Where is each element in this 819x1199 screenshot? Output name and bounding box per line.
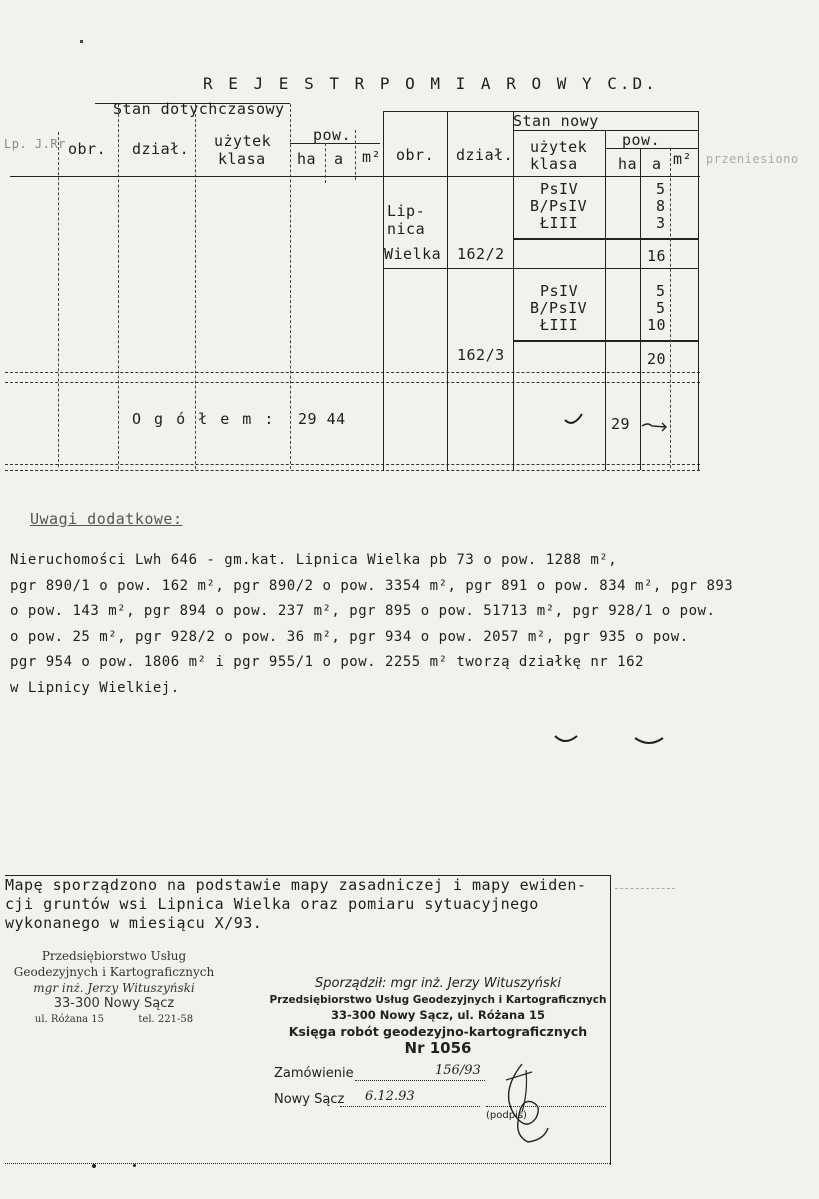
stamp-left <box>0 948 228 1028</box>
signature-scribble <box>492 1062 562 1144</box>
header-new-m2: m² <box>673 150 693 168</box>
stamp-left-line2: Geodezyjnych i Kartograficznych <box>13 965 215 979</box>
obreb-line1: Lip- <box>387 202 426 220</box>
footer-note <box>5 876 586 933</box>
notes-line-3: o pow. 143 m², pgr 894 o pow. 237 m², pgr 895 o pow. 51713 m², pgr 928/1 o pow. <box>10 603 716 619</box>
header-new-dzial: dział. <box>456 146 514 164</box>
header-old-dzial: dział. <box>132 140 190 158</box>
check-mark-icon <box>563 410 585 428</box>
parcel1-total: 16 <box>647 247 667 265</box>
parcel1-use-3: ŁIII <box>540 214 579 232</box>
parcel1-m2-2: 8 <box>656 197 666 215</box>
order-label: Zamówienie <box>274 1066 354 1081</box>
header-old-ha: ha <box>297 150 317 168</box>
date-value: 6.12.93 <box>365 1089 415 1104</box>
order-value: 156/93 <box>435 1063 481 1078</box>
ogolem-old-value: 29 44 <box>298 410 346 428</box>
parcel2-use-3: ŁIII <box>540 316 579 334</box>
page-title: R E J E S T R P O M I A R O W Y C.D. <box>203 74 658 93</box>
header-new-klasa: klasa <box>530 155 578 173</box>
header-lp: Lp. J.Rr <box>4 137 66 151</box>
header-old-uzytek: użytek <box>214 132 272 150</box>
parcel2-use-2: B/PsIV <box>530 299 588 317</box>
parcel1-m2-3: 3 <box>656 214 666 232</box>
header-old-m2: m² <box>362 148 382 166</box>
header-old-klasa: klasa <box>218 150 266 168</box>
header-new-state: Stan nowy <box>513 112 599 130</box>
notes-line-1: Nieruchomości Lwh 646 - gm.kat. Lipnica Wielka pb 73 o pow. 1288 m², <box>10 552 618 568</box>
parcel1-m2-1: 5 <box>656 180 666 198</box>
stamp-right-line1: Sporządził: mgr inż. Jerzy Wituszyński <box>315 976 561 991</box>
parcel2-use-1: PsIV <box>540 282 579 300</box>
stamp-right-line3: 33-300 Nowy Sącz, ul. Różana 15 <box>330 1008 546 1022</box>
parcel2-m2-1: 5 <box>656 282 666 300</box>
header-new-uzytek: użytek <box>530 138 588 156</box>
notes-line-2: pgr 890/1 o pow. 162 m², pgr 890/2 o pow. 3354 m², pgr 891 o pow. 834 m², pgr 893 <box>10 577 734 594</box>
handwritten-marks <box>553 732 673 748</box>
parcel-162-3: 162/3 <box>457 346 505 364</box>
stamp-right-number: Nr 1056 <box>404 1039 472 1057</box>
header-new-a: a <box>652 155 662 173</box>
obreb-line3: Wielka <box>384 245 442 263</box>
header-old-a: a <box>334 150 344 168</box>
header-old-obr: obr. <box>68 140 107 158</box>
ogolem-new-a: 29 <box>611 415 631 433</box>
footer-line-3: wykonanego w miesiącu X/93. <box>5 914 263 932</box>
notes-line-5: pgr 954 o pow. 1806 m² i pgr 955/1 o pow. 2255 m² tworzą działkę nr 162 <box>10 654 644 670</box>
stamp-right <box>268 976 608 1057</box>
notes-block <box>10 548 733 701</box>
parcel-162-2: 162/2 <box>457 245 505 263</box>
notes-heading: Uwagi dodatkowe: <box>30 510 183 528</box>
parcel1-use-1: PsIV <box>540 180 579 198</box>
stamp-right-line4: Księga robót geodezyjno-kartograficznych <box>288 1024 588 1039</box>
stamp-right-line2: Przedsiębiorstwo Usług Geodezyjnych i Kartograficznych <box>269 994 607 1006</box>
header-old-pow: pow. <box>313 126 352 144</box>
stamp-left-line1: Przedsiębiorstwo Usług <box>41 949 187 963</box>
parcel2-total: 20 <box>647 350 667 368</box>
dot-speck <box>133 1164 136 1167</box>
header-uwagi: przeniesiono <box>706 152 799 166</box>
signature-label: (podpis) <box>486 1110 527 1121</box>
header-new-pow: pow. <box>622 131 661 149</box>
parcel2-m2-2: 5 <box>656 299 666 317</box>
obreb-line2: nica <box>387 220 426 238</box>
stamp-left-line3: mgr inż. Jerzy Wituszyński <box>33 981 195 995</box>
footer-line-1: Mapę sporządzono na podstawie mapy zasadniczej i mapy ewiden- <box>5 876 587 894</box>
notes-line-6: w Lipnicy Wielkiej. <box>10 679 180 696</box>
header-old-state: Stan dotychczasowy <box>113 100 285 118</box>
stamp-left-phone: tel. 221-58 <box>138 1014 194 1025</box>
stamp-left-line4: 33-300 Nowy Sącz <box>53 996 175 1011</box>
ogolem-m2-handwritten <box>640 418 670 434</box>
header-new-ha: ha <box>618 155 638 173</box>
parcel2-m2-3: 10 <box>647 316 667 334</box>
footer-line-2: cji gruntów wsi Lipnica Wielka oraz pomiaru sytuacyjnego <box>5 895 539 913</box>
date-label: Nowy Sącz <box>274 1092 345 1107</box>
header-new-obr: obr. <box>396 146 435 164</box>
dot-speck <box>92 1164 96 1168</box>
ogolem-label: O g ó ł e m : <box>132 410 276 428</box>
dot-speck <box>80 40 83 43</box>
stamp-left-address: ul. Różana 15 <box>34 1014 105 1025</box>
notes-line-4: o pow. 25 m², pgr 928/2 o pow. 36 m², pgr 934 o pow. 2057 m², pgr 935 o pow. <box>10 628 689 645</box>
parcel1-use-2: B/PsIV <box>530 197 588 215</box>
